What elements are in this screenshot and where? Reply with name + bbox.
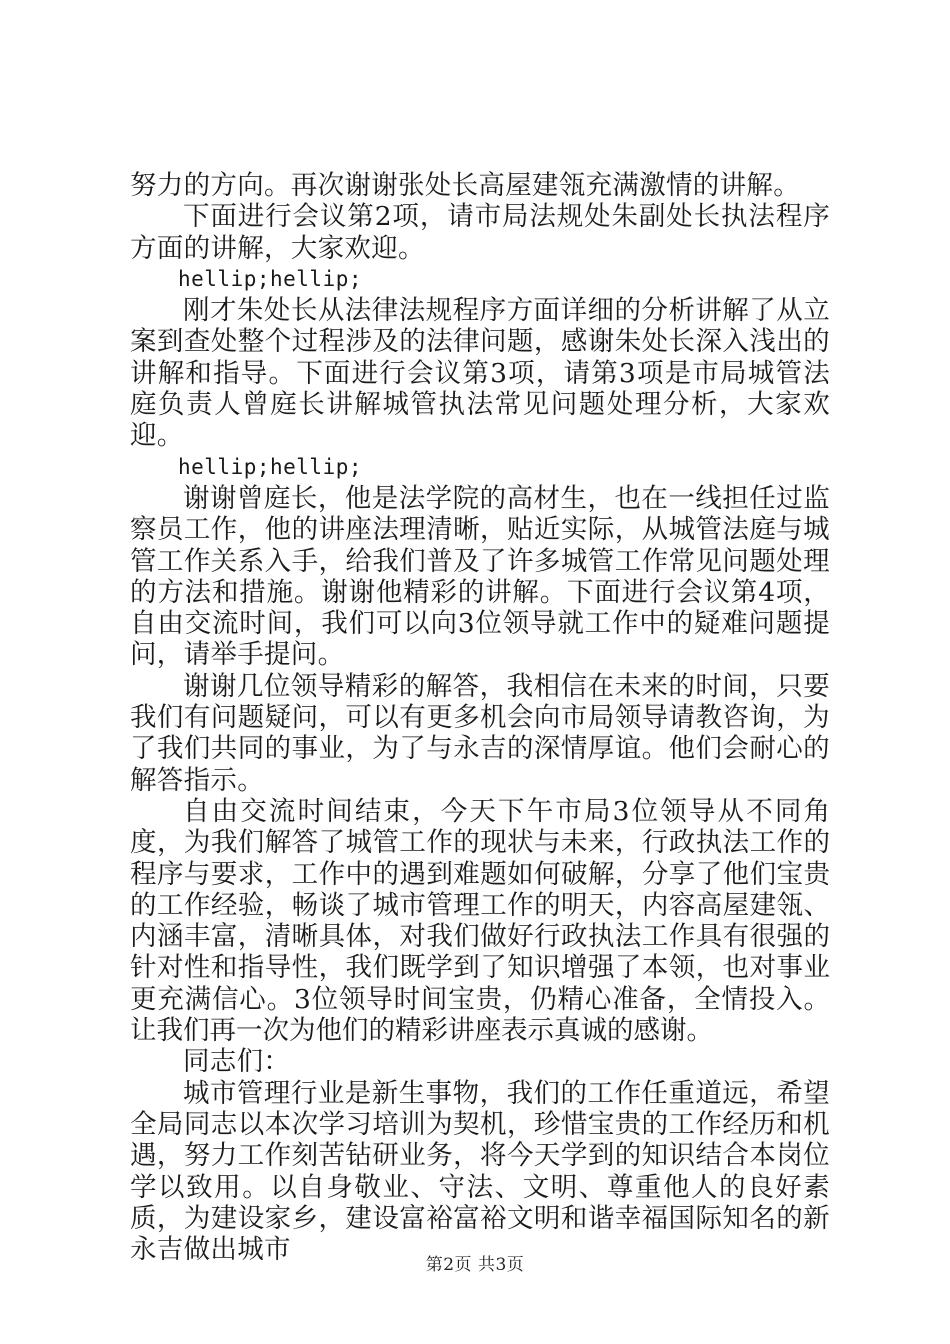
paragraph-agenda-item-4: 谢谢曾庭长，他是法学院的高材生，也在一线担任过监察员工作，他的讲座法理清晰，贴近实际，从城管法庭与城管工作关系入手，给我们普及了许多城管工作常见问题处理的方法和措施。谢谢他精彩的讲解。下面进行会议第4项，自由交流时间，我们可以向3位领导就工作中的疑难问题提问，请举手提问。 [130,482,830,671]
document-body [130,170,830,1265]
paragraph-agenda-item-2: 下面进行会议第2项，请市局法规处朱副处长执法程序方面的讲解，大家欢迎。 [130,201,830,264]
paragraph-agenda-item-3: 刚才朱处长从法律法规程序方面详细的分析讲解了从立案到查处整个过程涉及的法律问题，感谢朱处长深入浅出的讲解和指导。下面进行会议第3项，请第3项是市局城管法庭负责人曾庭长讲解城管执法常见问题处理分析，大家欢迎。 [130,295,830,452]
paragraph-session-summary: 自由交流时间结束，今天下午市局3位领导从不同角度，为我们解答了城管工作的现状与未来，行政执法工作的程序与要求，工作中的遇到难题如何破解，分享了他们宝贵的工作经验，畅谈了城市管理工作的明天，内容高屋建瓴、内涵丰富，清晰具体，对我们做好行政执法工作具有很强的针对性和指导性，我们既学到了知识增强了本领，也对事业更充满信心。3位领导时间宝贵，仍精心准备，全情投入。让我们再一次为他们的精彩讲座表示真诚的感谢。 [130,795,830,1047]
page-footer [0,1250,950,1275]
paragraph-salutation: 同志们： [183,1046,291,1078]
paragraph-closing-remarks: 城市管理行业是新生事物，我们的工作任重道远，希望全局同志以本次学习培训为契机，珍惜宝贵的工作经历和机遇，努力工作刻苦钻研业务，将今天学到的知识结合本岗位学以致用。以自身敬业、守法、文明、尊重他人的良好素质，为建设家乡，建设富裕富裕文明和谐幸福国际知名的新永吉做出城市 [130,1077,830,1266]
paragraph-continuation: 努力的方向。再次谢谢张处长高屋建瓴充满激情的讲解。 [130,170,800,201]
ellipsis-line: hellip;hellip; [178,454,363,479]
page-number-label: 第2页 共3页 [425,1255,525,1275]
paragraph-thanks-answers: 谢谢几位领导精彩的解答，我相信在未来的时间，只要我们有问题疑问，可以有更多机会向市局领导请教咨询，为了我们共同的事业，为了与永吉的深情厚谊。他们会耐心的解答指示。 [130,670,830,796]
ellipsis-line: hellip;hellip; [178,266,363,291]
